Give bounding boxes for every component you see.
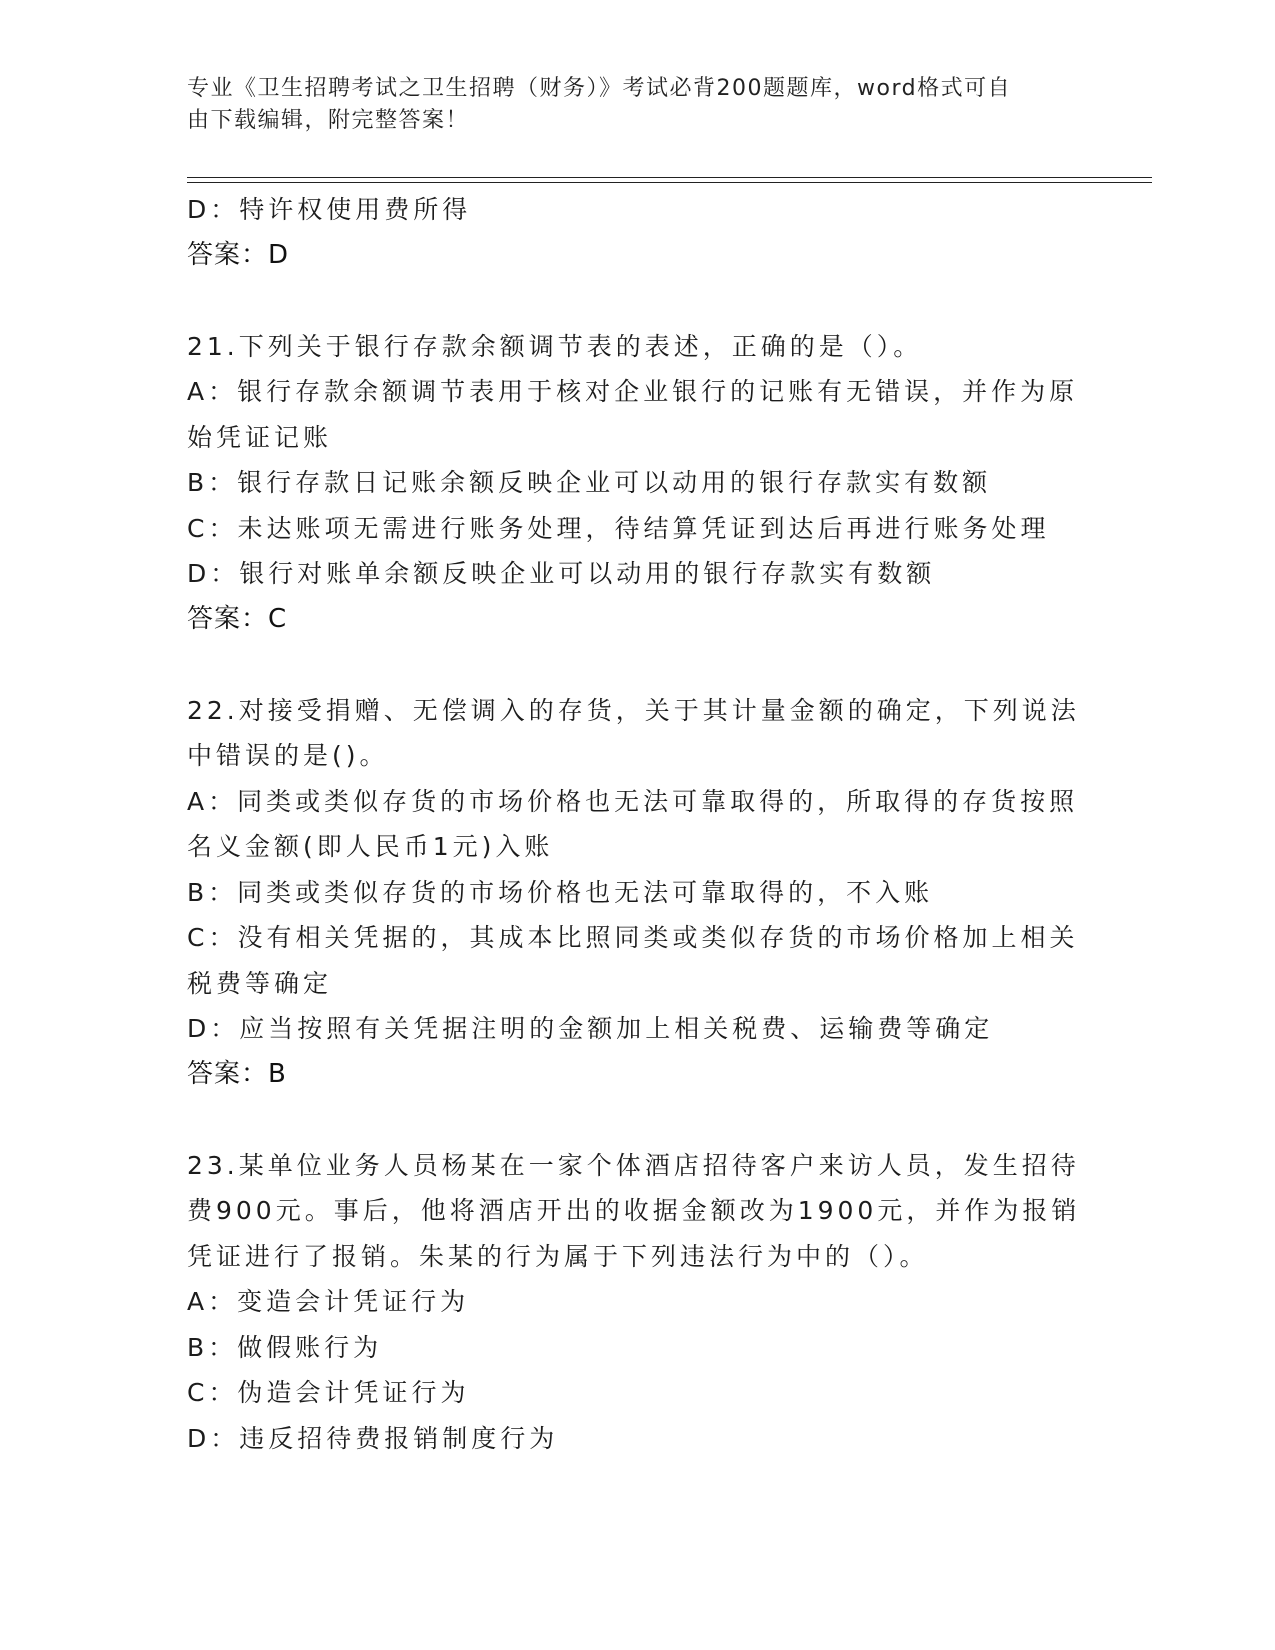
question-23-option-d: D：违反招待费报销制度行为 xyxy=(187,1423,559,1453)
question-22-option-c-line-1: C：没有相关凭据的，其成本比照同类或类似存货的市场价格加上相关 xyxy=(187,923,1079,952)
spacer xyxy=(187,278,1087,324)
question-23-stem-line-2: 费900元。事后，他将酒店开出的收据金额改为1900元，并作为报销 xyxy=(187,1196,1081,1225)
header-title-line-2: 由下载编辑，附完整答案！ xyxy=(187,108,470,133)
header-divider-bottom xyxy=(187,182,1152,183)
question-21-option-d: D：银行对账单余额反映企业可以动用的银行存款实有数额 xyxy=(187,559,936,588)
question-content xyxy=(187,187,1087,1461)
question-23-option-c: C：伪造会计凭证行为 xyxy=(187,1378,470,1407)
question-22-option-a-line-1: A：同类或类似存货的市场价格也无法可靠取得的，所取得的存货按照 xyxy=(187,786,1079,816)
question-22-stem-line-2: 中错误的是()。 xyxy=(187,741,389,770)
question-21-option-b: B：银行存款日记账余额反映企业可以动用的银行存款实有数额 xyxy=(187,468,992,497)
question-22-option-d: D：应当按照有关凭据注明的金额加上相关税费、运输费等确定 xyxy=(187,1014,994,1043)
question-21-option-a-line-2: 始凭证记账 xyxy=(187,422,333,452)
question-22-stem-line-1: 22.对接受捐赠、无偿调入的存货，关于其计量金额的确定，下列说法 xyxy=(187,695,1080,725)
question-22-option-b: B：同类或类似存货的市场价格也无法可靠取得的，不入账 xyxy=(187,877,934,907)
question-22-answer: 答案：B xyxy=(187,1058,287,1089)
question-21-option-a-line-1: A：银行存款余额调节表用于核对企业银行的记账有无错误，并作为原 xyxy=(187,377,1079,406)
question-21-stem: 21.下列关于银行存款余额调节表的表述，正确的是（）。 xyxy=(187,331,923,361)
document-header xyxy=(187,73,1067,137)
spacer xyxy=(187,1097,1087,1143)
question-23-stem-line-1: 23.某单位业务人员杨某在一家个体酒店招待客户来访人员，发生招待 xyxy=(187,1150,1080,1180)
question-23-option-a: A：变造会计凭证行为 xyxy=(187,1287,470,1316)
header-divider-top xyxy=(187,177,1152,178)
question-21-option-c: C：未达账项无需进行账务处理，待结算凭证到达后再进行账务处理 xyxy=(187,513,1050,543)
prev-question-option-d: D：特许权使用费所得 xyxy=(187,195,472,224)
question-22-option-c-line-2: 税费等确定 xyxy=(187,968,333,998)
question-21 xyxy=(187,324,1087,643)
question-21-answer: 答案：C xyxy=(187,603,288,634)
question-22-option-a-line-2: 名义金额(即人民币1元)入账 xyxy=(187,832,554,861)
spacer xyxy=(187,642,1087,688)
question-23 xyxy=(187,1143,1087,1462)
question-23-stem-line-3: 凭证进行了报销。朱某的行为属于下列违法行为中的（）。 xyxy=(187,1241,929,1271)
question-23-option-b: B：做假账行为 xyxy=(187,1332,383,1362)
header-title-line-1: 专业《卫生招聘考试之卫生招聘（财务）》考试必背200题题库，word格式可自 xyxy=(187,76,1012,101)
prev-question-answer: 答案：D xyxy=(187,239,290,270)
question-22 xyxy=(187,688,1087,1098)
